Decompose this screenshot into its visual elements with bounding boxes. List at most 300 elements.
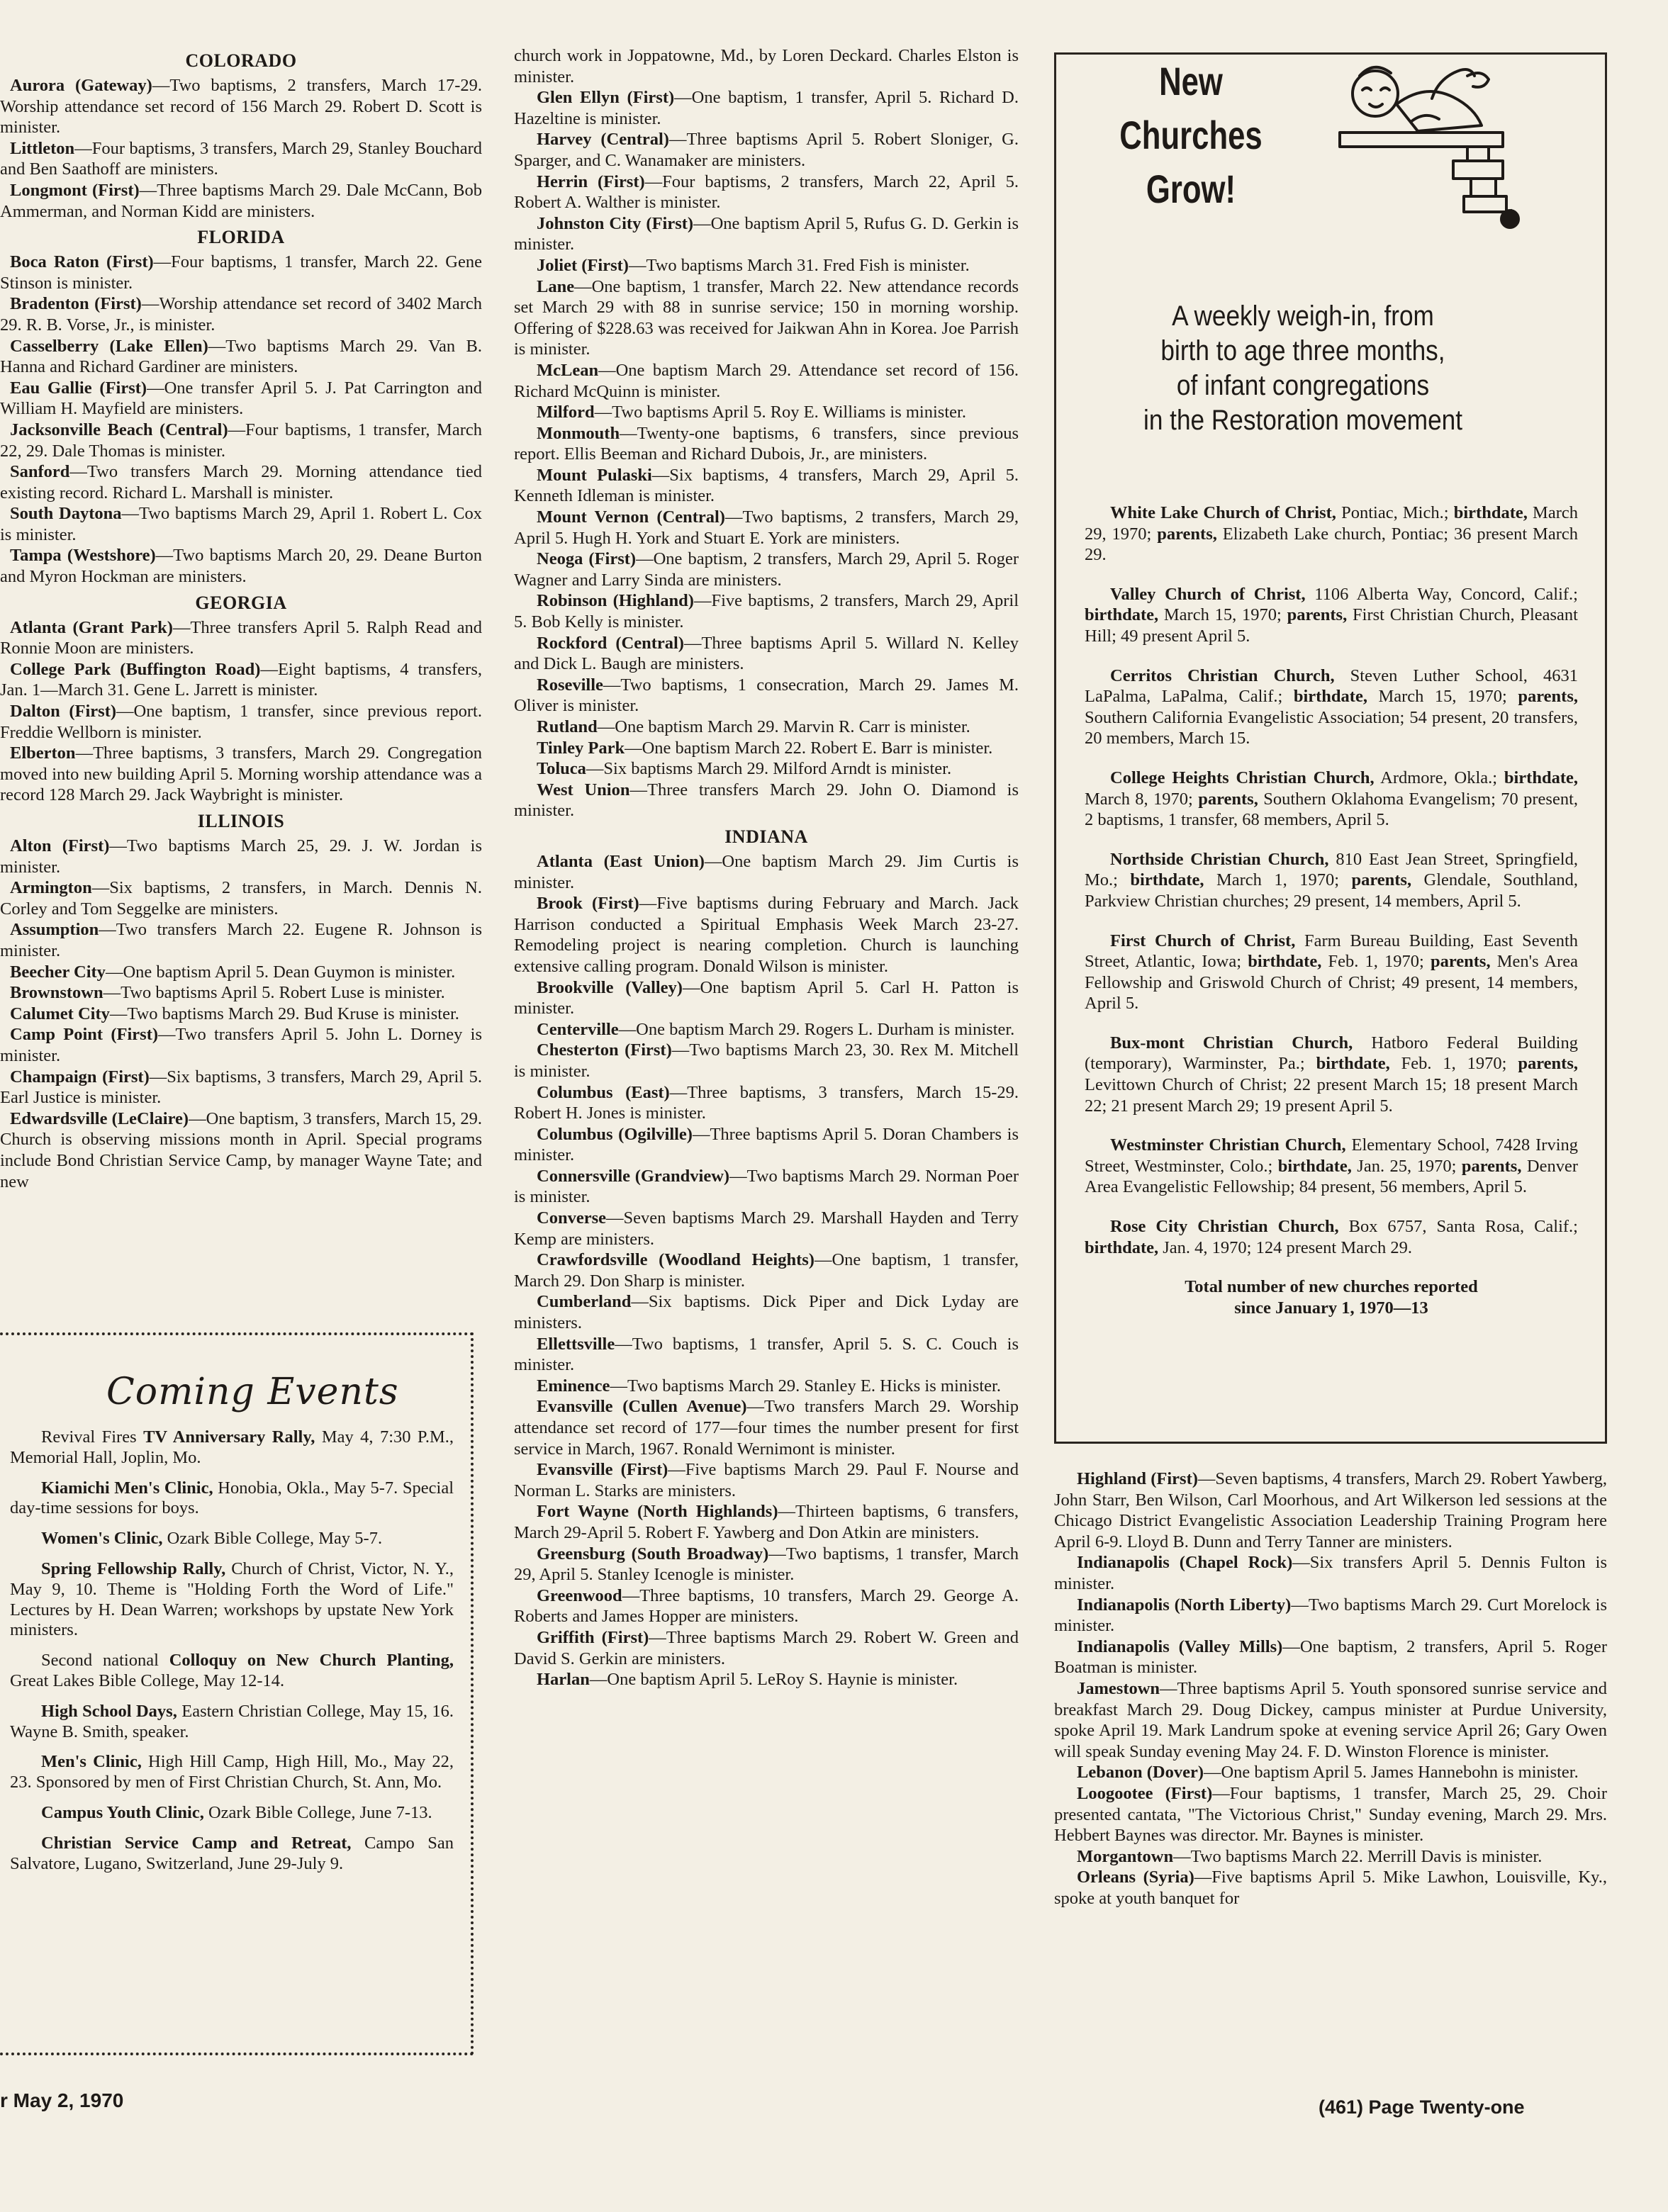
report-entry [514,507,1019,549]
church-name: Johnston City (First) [537,213,694,233]
subtitle-line: birth to age three months, [1160,335,1445,366]
church-name: Beecher City [10,962,106,982]
report-entry [0,378,482,420]
event-name: Women's Clinic, [41,1529,163,1549]
report-entry [514,1082,1019,1124]
new-church-details: 1106 Alberta Way, Concord, Calif.; birthdate, March 15, 1970; parents, First Christian Church, Pleasant Hill; 49 present April 5. [1085,584,1578,646]
entry-text: —One baptism April 5. Dean Guymon is minister. [105,962,456,982]
church-name: Lebanon (Dover) [1077,1763,1204,1782]
report-entry [514,87,1019,129]
report-entry [514,423,1019,465]
report-entry [0,461,482,503]
entry-text: —Two baptisms March 25, 29. J. W. Jordan is minister. [0,836,482,877]
church-name: Connersville (Grandview) [537,1166,730,1186]
report-entry [0,877,482,919]
report-entry [514,172,1019,213]
church-name: Camp Point (First) [10,1025,159,1045]
entry-text: —One baptism, 1 transfer, April 5. Richard D. Hazeltine is minister. [514,88,1019,128]
entry-text: —Two baptisms March 20, 29. Deane Burton and Myron Hockman are ministers. [0,546,482,587]
church-name: Littleton [10,138,75,158]
entry-text: —Four baptisms, 3 transfers, March 29, Stanley Bouchard and Ben Saathoff are ministers. [0,138,482,179]
report-entry [514,675,1019,717]
subtitle-line: A weekly weigh-in, from [1172,301,1434,332]
event-name: Kiamichi Men's Clinic, [41,1478,213,1498]
total-line: since January 1, 1970—13 [1234,1298,1428,1318]
coming-events-box [0,1332,474,2055]
entry-text: —One baptism April 5. LeRoy S. Haynie is minister. [589,1670,958,1690]
entry-text: —One baptism, 1 transfer, March 22. New attendance records set March 29 with 88 in sunrise service; 150 in morning worship. Offering of $228.63 was received for Jaikwan Ahn in Korea. Joe Parrish is minister. [514,276,1019,359]
report-entry [1054,1867,1607,1909]
report-entry [1054,1469,1607,1552]
entry-text: —One baptism April 5. James Hannebohn is minister. [1203,1763,1579,1782]
coming-events-title: Coming Events [106,1371,399,1413]
georgia-entries [0,617,482,806]
report-entry [0,962,482,983]
report-entry [514,1585,1019,1627]
report-entry [0,617,482,659]
new-church-name: College Heights Christian Church, [1110,768,1375,787]
coming-events-list [0,1427,454,1874]
new-church-name: Northside Christian Church, [1110,849,1329,869]
church-name: South Daytona [10,504,122,524]
church-name: Calumet City [10,1004,110,1023]
church-name: Glen Ellyn (First) [537,88,675,108]
entry-text: —One baptism, 3 transfers, March 15, 29. Church is observing missions month in April. Special programs include Bond Christian Service Camp, by manager Wayne Tate; and new [0,1108,482,1191]
state-heading-georgia: GEORGIA [195,592,287,613]
report-entry [514,549,1019,590]
church-name: Converse [537,1208,606,1228]
new-church-details: Farm Bureau Building, East Seventh Street, Atlantic, Iowa; birthdate, Feb. 1, 1970; parents, Men's Area Fellowship and Griswold Church of Christ; 49 present, 14 members, April 5. [1085,931,1578,1014]
report-entry [514,1208,1019,1250]
church-name: Columbus (East) [537,1082,670,1102]
continuation-text: church work in Joppatowne, Md., by Loren Deckard. Charles Elston is minister. [514,46,1019,86]
entry-text: —Three baptisms March 29. Robert W. Green and David S. Gerkin are ministers. [514,1627,1019,1668]
report-entry [514,1166,1019,1208]
church-name: Aurora (Gateway) [10,76,152,95]
report-entry [1054,1636,1607,1678]
entry-text: —Five baptisms during February and March. Jack Harrison conducted a Spiritual Emphasis Week March 23-27. Remodeling project is nearing completion. Church is launching extensive calling program. Donald Wilson is minister. [514,894,1019,976]
report-entry [514,1669,1019,1690]
entry-text: —Three baptisms April 5. Willard N. Kelley and Dick L. Baugh are ministers. [514,633,1019,674]
florida-entries [0,252,482,588]
entry-text: —Six baptisms, 2 transfers, in March. Dennis N. Corley and Tom Seggelke are ministers. [0,878,482,919]
church-name: Atlanta (Grant Park) [10,617,173,637]
entry-text: —Two baptisms, 1 transfer, April 5. S. C. Couch is minister. [514,1334,1019,1375]
report-entry [0,1108,482,1192]
report-entry [0,659,482,701]
new-church-item [1085,931,1578,1014]
church-name: Tinley Park [537,738,625,758]
church-name: Sanford [10,462,70,482]
footer-date: r May 2, 1970 [0,2089,124,2111]
report-entry [514,1501,1019,1543]
report-entry [514,1627,1019,1669]
entry-text: —Three baptisms, 10 transfers, March 29. George A. Roberts and James Hopper are ministers. [514,1585,1019,1627]
report-entry [514,633,1019,675]
baby-on-scale-icon [1326,55,1538,232]
report-entry [0,180,482,222]
event-item [0,1752,454,1793]
entry-text: —Three baptisms, 3 transfers, March 15-29. Robert H. Jones is minister. [514,1082,1019,1123]
entry-text: —One baptism March 29. Rogers L. Durham is minister. [618,1019,1015,1039]
report-entry [514,276,1019,360]
church-name: Rockford (Central) [537,633,684,653]
church-name: Crawfordsville (Woodland Heights) [537,1250,815,1270]
column-1 [0,45,482,1192]
new-church-name: Valley Church of Christ, [1110,584,1306,604]
church-name: Champaign (First) [10,1067,150,1087]
entry-text: —One transfer April 5. J. Pat Carrington and William H. Mayfield are ministers. [0,378,483,419]
church-name: Armington [10,878,92,898]
report-entry [514,851,1019,893]
church-name: Dalton (First) [10,702,117,722]
new-church-name: White Lake Church of Christ, [1110,503,1336,522]
church-name: Milford [537,403,595,422]
event-details: May 4, 7:30 P.M., Memorial Hall, Joplin, Mo. [10,1427,454,1467]
report-entry [514,1334,1019,1376]
new-church-item [1085,584,1578,647]
entry-text: —Two baptisms March 23, 30. Rex M. Mitchell is minister. [514,1040,1019,1081]
report-entry [514,213,1019,255]
church-name: Mount Pulaski [537,465,652,485]
entry-text: —Six baptisms. Dick Piper and Dick Lyday are ministers. [514,1292,1019,1333]
event-details: Eastern Christian College, May 15, 16. Wayne B. Smith, speaker. [10,1701,454,1741]
event-item [0,1427,454,1469]
report-entry [0,1024,482,1066]
entry-text: —Two baptisms, 1 consecration, March 29. James M. Oliver is minister. [514,675,1019,716]
church-name: Brook (First) [537,894,639,914]
report-entry [1054,1762,1607,1783]
entry-text: —Four baptisms, 1 transfer, March 22. Gene Stinson is minister. [0,252,482,293]
subtitle-line: of infant congregations [1176,370,1430,401]
event-item [0,1559,454,1641]
church-name: Brownstown [10,983,103,1003]
state-heading-colorado: COLORADO [185,50,297,71]
entry-text: —One baptism April 5, Rufus G. D. Gerkin is minister. [514,213,1019,254]
new-church-details: Hatboro Federal Building (temporary), Warminster, Pa.; birthdate, Feb. 1, 1970; parents, Levittown Church of Christ; 22 present March 15; 18 present March 22; 21 present March 29; 19 present April 5. [1085,1033,1578,1116]
report-entry [514,1124,1019,1166]
church-name: Greensburg (South Broadway) [537,1544,769,1563]
entry-text: —Three baptisms April 5. Doran Chambers is minister. [514,1124,1019,1165]
entry-text: —One baptism April 5. Carl H. Patton is minister. [514,977,1019,1018]
church-name: Mount Vernon (Central) [537,507,725,527]
event-item [0,1834,454,1875]
church-name: Edwardsville (LeClaire) [10,1108,189,1128]
report-entry [1054,1678,1607,1762]
report-entry [514,465,1019,507]
entry-text: —Eight baptisms, 4 transfers, Jan. 1—March 31. Gene L. Jarrett is minister. [0,659,482,700]
entry-text: —Three baptisms April 5. Youth sponsored sunrise service and breakfast March 29. Doug Dickey, campus minister at Purdue University, spoke April 19. Mark Landrum spoke at evening service April 26; Gary Owen will speak Sunday evening May 24. F. D. Winston Florence is minister. [1054,1678,1607,1761]
church-name: Boca Raton (First) [10,252,154,272]
entry-text: —Three baptisms April 5. Robert Sloniger, G. Sparger, and C. Wanamaker are ministers. [514,130,1019,170]
church-name: Monmouth [537,423,620,443]
church-name: Columbus (Ogilville) [537,1124,693,1144]
report-entry [514,1019,1019,1040]
report-entry [514,129,1019,171]
new-church-name: Rose City Christian Church, [1110,1217,1339,1237]
report-entry [514,977,1019,1019]
new-church-name: Westminster Christian Church, [1110,1135,1346,1155]
illinois-entries [0,836,482,1192]
church-name: Eminence [537,1376,610,1396]
entry-text: —Five baptisms April 5. Mike Lawhon, Louisville, Ky., spoke at youth banquet for [1054,1868,1607,1908]
report-entry [0,420,482,461]
report-entry [514,402,1019,423]
report-entry [0,252,482,293]
entry-text: —One baptism, 2 transfers, April 5. Roger Boatman is minister. [1054,1636,1607,1678]
church-name: Morgantown [1077,1846,1174,1866]
entry-text: —Two baptisms, 1 transfer, March 29, April 5. Stanley Icenogle is minister. [514,1544,1019,1585]
entry-text: —Six baptisms, 4 transfers, March 29, April 5. Kenneth Idleman is minister. [514,465,1019,506]
church-name: Casselberry (Lake Ellen) [10,336,208,356]
report-entry [0,293,482,335]
entry-text: —Six baptisms, 3 transfers, March 29, April 5. Earl Justice is minister. [0,1067,483,1108]
report-entry [514,1291,1019,1333]
new-churches-total [1085,1276,1578,1318]
report-entry [0,836,482,877]
entry-text: —One baptism March 29. Attendance set record of 156. Richard McQuinn is minister. [514,360,1019,401]
new-church-details: Box 6757, Santa Rosa, Calif.; birthdate, Jan. 4, 1970; 124 present March 29. [1085,1217,1578,1257]
church-name: Brookville (Valley) [537,977,683,997]
event-name: High School Days, [41,1701,177,1721]
report-entry [514,360,1019,402]
entry-text: —Two baptisms, 2 transfers, March 17-29. Worship attendance set record of 156 March 29. Robert D. Scott is minister. [0,76,483,137]
entry-text: —Three transfers March 29. John O. Diamond is minister. [514,780,1019,821]
church-name: Evansville (First) [537,1460,668,1480]
report-entry [514,780,1019,821]
entry-text: —Two baptisms April 5. Roy E. Williams is minister. [594,403,966,422]
new-church-item [1085,768,1578,831]
church-name: Robinson (Highland) [537,591,694,611]
entry-text: —Two transfers April 5. John L. Dorney is minister. [0,1025,482,1065]
report-entry [0,919,482,961]
report-entry [514,893,1019,977]
entry-text: —Two transfers March 29. Worship attendance set record of 177—four times the number present for first service in March, 1967. Ronald Wernimont is minister. [514,1397,1019,1459]
state-heading-illinois: ILLINOIS [197,811,285,831]
event-details: Honobia, Okla., May 5-7. Special day-time sessions for boys. [10,1478,454,1518]
event-name: Colloquy on New Church Planting, [169,1651,454,1671]
new-church-item [1085,849,1578,912]
colorado-entries [0,75,482,222]
entry-text: —Seven baptisms March 29. Marshall Hayden and Terry Kemp are ministers. [514,1208,1019,1249]
report-entry [514,1544,1019,1585]
report-entry [0,701,482,743]
event-name: Men's Clinic, [41,1752,142,1772]
entry-text: —Four baptisms, 1 transfer, March 22, 29. Dale Thomas is minister. [0,420,482,461]
new-church-item [1085,1216,1578,1258]
church-name: Indianapolis (Valley Mills) [1077,1636,1283,1656]
event-details: Campo San Salvatore, Lugano, Switzerland, June 29-July 9. [10,1833,454,1873]
new-church-item [1085,1135,1578,1198]
church-name: Neoga (First) [537,549,637,569]
event-prefix: Revival Fires [41,1427,144,1447]
entry-text: —Four baptisms, 2 transfers, March 22, April 5. Robert A. Walther is minister. [514,172,1019,213]
church-name: McLean [537,360,599,380]
title-line: New [1159,59,1223,103]
report-entry [0,1004,482,1025]
new-church-details: Steven Luther School, 4631 LaPalma, LaPalma, Calif.; birthdate, March 15, 1970; parents, Southern California Evangelistic Association; 54 present, 20 transfers, 20 members, March 15. [1085,666,1579,748]
entry-text: —One baptism, 1 transfer, since previous report. Freddie Wellborn is minister. [0,702,482,742]
new-church-item [1085,1033,1578,1116]
report-entry [514,758,1019,780]
report-entry [514,1396,1019,1459]
church-name: Harvey (Central) [537,130,669,150]
event-name: Campus Youth Clinic, [41,1802,204,1822]
event-item [0,1651,454,1692]
report-entry [0,138,482,180]
entry-text: —Thirteen baptisms, 6 transfers, March 29-April 5. Robert F. Yawberg and Don Atkin are ministers. [514,1502,1019,1542]
entry-text: —Three baptisms, 3 transfers, March 29. Congregation moved into new building April 5. Morning worship attendance was a record 128 March 29. Jack Waybright is minister. [0,743,482,805]
church-name: Joliet (First) [537,255,629,275]
church-name: Toluca [537,759,586,779]
report-entry [0,545,482,587]
event-item [0,1803,454,1824]
entry-text: —Twenty-one baptisms, 6 transfers, since previous report. Ellis Beeman and Richard Dubois, Jr., are ministers. [514,423,1019,464]
new-church-item [1085,503,1578,566]
church-name: Indianapolis (North Liberty) [1077,1595,1292,1615]
entry-text: —Three baptisms March 29. Dale McCann, Bob Ammerman, and Norman Kidd are ministers. [0,180,482,221]
report-entry [1054,1783,1607,1846]
event-details: High Hill Camp, High Hill, Mo., May 22, 23. Sponsored by men of First Christian Church, St. Ann, Mo. [10,1752,454,1792]
report-entry [0,503,482,545]
title-line: Churches [1119,113,1263,157]
church-name: Tampa (Westshore) [10,546,156,566]
entry-text: —Two baptisms March 29. Norman Poer is minister. [514,1166,1019,1207]
event-details: Great Lakes Bible College, May 12-14. [10,1671,285,1690]
new-churches-list [1085,503,1578,1318]
new-church-details: 810 East Jean Street, Springfield, Mo.; birthdate, March 1, 1970; parents, Glendale, Southland, Parkview Christian churches; 29 present, 14 members, April 5. [1085,849,1579,911]
entry-text: —Two baptisms March 29. Bud Kruse is minister. [109,1004,459,1023]
report-entry [0,1067,482,1108]
entry-text: —Six transfers April 5. Dennis Fulton is minister. [1054,1553,1607,1593]
event-item [0,1478,454,1520]
church-name: Griffith (First) [537,1627,649,1647]
church-name: Chesterton (First) [537,1040,672,1060]
church-name: Atlanta (East Union) [537,851,705,871]
entry-text: —Two transfers March 22. Eugene R. Johnson is minister. [0,920,482,960]
church-name: Longmont (First) [10,180,140,200]
report-entry [1054,1552,1607,1594]
column-2 [514,45,1019,1690]
new-churches-subtitle [1086,299,1520,438]
report-entry [0,743,482,806]
church-name: West Union [537,780,630,799]
entry-text: —Two baptisms March 22. Merrill Davis is minister. [1173,1846,1543,1866]
new-church-name: First Church of Christ, [1110,931,1296,950]
report-entry [514,590,1019,632]
new-church-details: Elementary School, 7428 Irving Street, Westminster, Colo.; birthdate, Jan. 25, 1970; parents, Denver Area Evangelistic Fellowship; 84 present, 56 members, April 5. [1085,1135,1579,1197]
report-entry [514,1376,1019,1397]
report-entry [514,1250,1019,1291]
report-entry [514,255,1019,276]
church-name: Centerville [537,1019,619,1039]
event-name: Christian Service Camp and Retreat, [41,1833,352,1853]
state-heading-florida: FLORIDA [197,227,285,248]
church-name: Elberton [10,743,76,763]
report-entry [514,717,1019,738]
report-entry [514,738,1019,759]
entry-text: —One baptism, 2 transfers, March 29, April 5. Roger Wagner and Larry Sinda are ministers. [514,549,1019,590]
church-name: Bradenton (First) [10,294,142,314]
church-name: Alton (First) [10,836,110,855]
new-church-items [1085,503,1578,1258]
total-line: Total number of new churches reported [1185,1277,1478,1297]
entry-text: —Four baptisms, 1 transfer, March 25, 29. Choir presented cantata, "The Victorious Christ," Sunday evening, March 29. Mrs. Hebbert Baynes was director. Mr. Baynes is minister. [1054,1783,1607,1846]
report-entry [0,336,482,378]
entry-text: —One baptism, 1 transfer, March 29. Don Sharp is minister. [514,1250,1019,1291]
column-3-lower [1054,1469,1607,1909]
church-name: Lane [537,276,575,296]
church-name: Rutland [537,717,598,736]
footer-page-number: (461) Page Twenty-one [1319,2096,1525,2118]
event-details: Church of Christ, Victor, N. Y., May 9, 10. Theme is "Holding Forth the Word of Life." Lectures by H. Dean Warren; workshops by upstate New York ministers. [10,1559,454,1640]
new-churches-box [1054,52,1607,1444]
church-name: Jamestown [1077,1678,1160,1698]
church-name: Greenwood [537,1585,622,1605]
report-entry [514,1040,1019,1082]
report-entry [1054,1846,1607,1868]
entry-text: —Two transfers March 29. Morning attendance tied existing record. Richard L. Marshall is minister. [0,462,482,503]
church-name: Cumberland [537,1292,632,1312]
subtitle-line: in the Restoration movement [1143,405,1463,436]
new-church-name: Cerritos Christian Church, [1110,666,1335,685]
entry-text: —Two baptisms March 29. Van B. Hanna and Richard Gardiner are ministers. [0,336,482,377]
entry-text: —One baptism March 22. Robert E. Barr is minister. [625,738,993,758]
illinois-entries-continued [514,87,1019,821]
entry-text: —One baptism March 29. Jim Curtis is minister. [514,851,1019,892]
entry-text: —Worship attendance set record of 3402 March 29. R. B. Vorse, Jr., is minister. [0,294,482,335]
church-name: Orleans (Syria) [1077,1868,1194,1887]
entry-text: —Two baptisms March 29. Curt Morelock is minister. [1054,1595,1607,1636]
entry-text: —Seven baptisms, 4 transfers, March 29. Robert Yawberg, John Starr, Ben Wilson, Carl Moorhous, and Art Wilkerson led sessions at the Chicago District Evangelistic Association Leadership Training Program here April 6-9. Lloyd B. Dunn and Terry Tanner are ministers. [1054,1469,1607,1551]
indiana-entries-continued [1054,1469,1607,1909]
church-name: Assumption [10,920,99,940]
church-name: Fort Wayne (North Highlands) [537,1502,778,1522]
new-churches-title [1108,55,1274,216]
entry-text: —Two baptisms March 31. Fred Fish is minister. [628,255,970,275]
church-name: Highland (First) [1077,1469,1198,1488]
church-name: Jacksonville Beach (Central) [10,420,228,439]
entry-text: —Five baptisms, 2 transfers, March 29, April 5. Bob Kelly is minister. [514,591,1019,632]
entry-text: —Five baptisms March 29. Paul F. Nourse and Norman L. Starks are ministers. [514,1460,1019,1500]
event-details: Ozark Bible College, June 7-13. [203,1802,432,1822]
event-name: Spring Fellowship Rally, [41,1559,226,1578]
church-name: Ellettsville [537,1334,615,1354]
event-item [0,1529,454,1549]
entry-text: —Two baptisms March 29, April 1. Robert L. Cox is minister. [0,504,483,544]
new-church-name: Bux-mont Christian Church, [1110,1033,1353,1052]
entry-text: —Six baptisms March 29. Milford Arndt is minister. [586,759,952,779]
church-name: Herrin (First) [537,172,645,191]
entry-text: —Three transfers April 5. Ralph Read and Ronnie Moon are ministers. [0,617,482,658]
church-name: Harlan [537,1670,590,1690]
new-church-details: Pontiac, Mich.; birthdate, March 29, 1970; parents, Elizabeth Lake church, Pontiac; 36 present March 29. [1085,503,1578,565]
entry-text: —Two baptisms April 5. Robert Luse is minister. [103,983,445,1003]
state-heading-indiana: INDIANA [724,826,808,847]
event-item [0,1702,454,1743]
report-entry [1054,1595,1607,1636]
entry-text: —One baptism March 29. Marvin R. Carr is minister. [597,717,970,736]
church-name: Loogootee (First) [1077,1783,1213,1803]
event-details: Ozark Bible College, May 5-7. [162,1529,383,1549]
event-name: TV Anniversary Rally, [143,1427,315,1447]
entry-text: —Two baptisms March 29. Stanley E. Hicks is minister. [610,1376,1001,1396]
entry-text: —Two baptisms, 2 transfers, March 29, April 5. Hugh H. York and Stuart E. York are ministers. [514,507,1019,548]
event-prefix: Second national [41,1651,169,1671]
new-church-item [1085,666,1578,749]
church-name: College Park (Buffington Road) [10,659,261,679]
indiana-entries [514,851,1019,1690]
